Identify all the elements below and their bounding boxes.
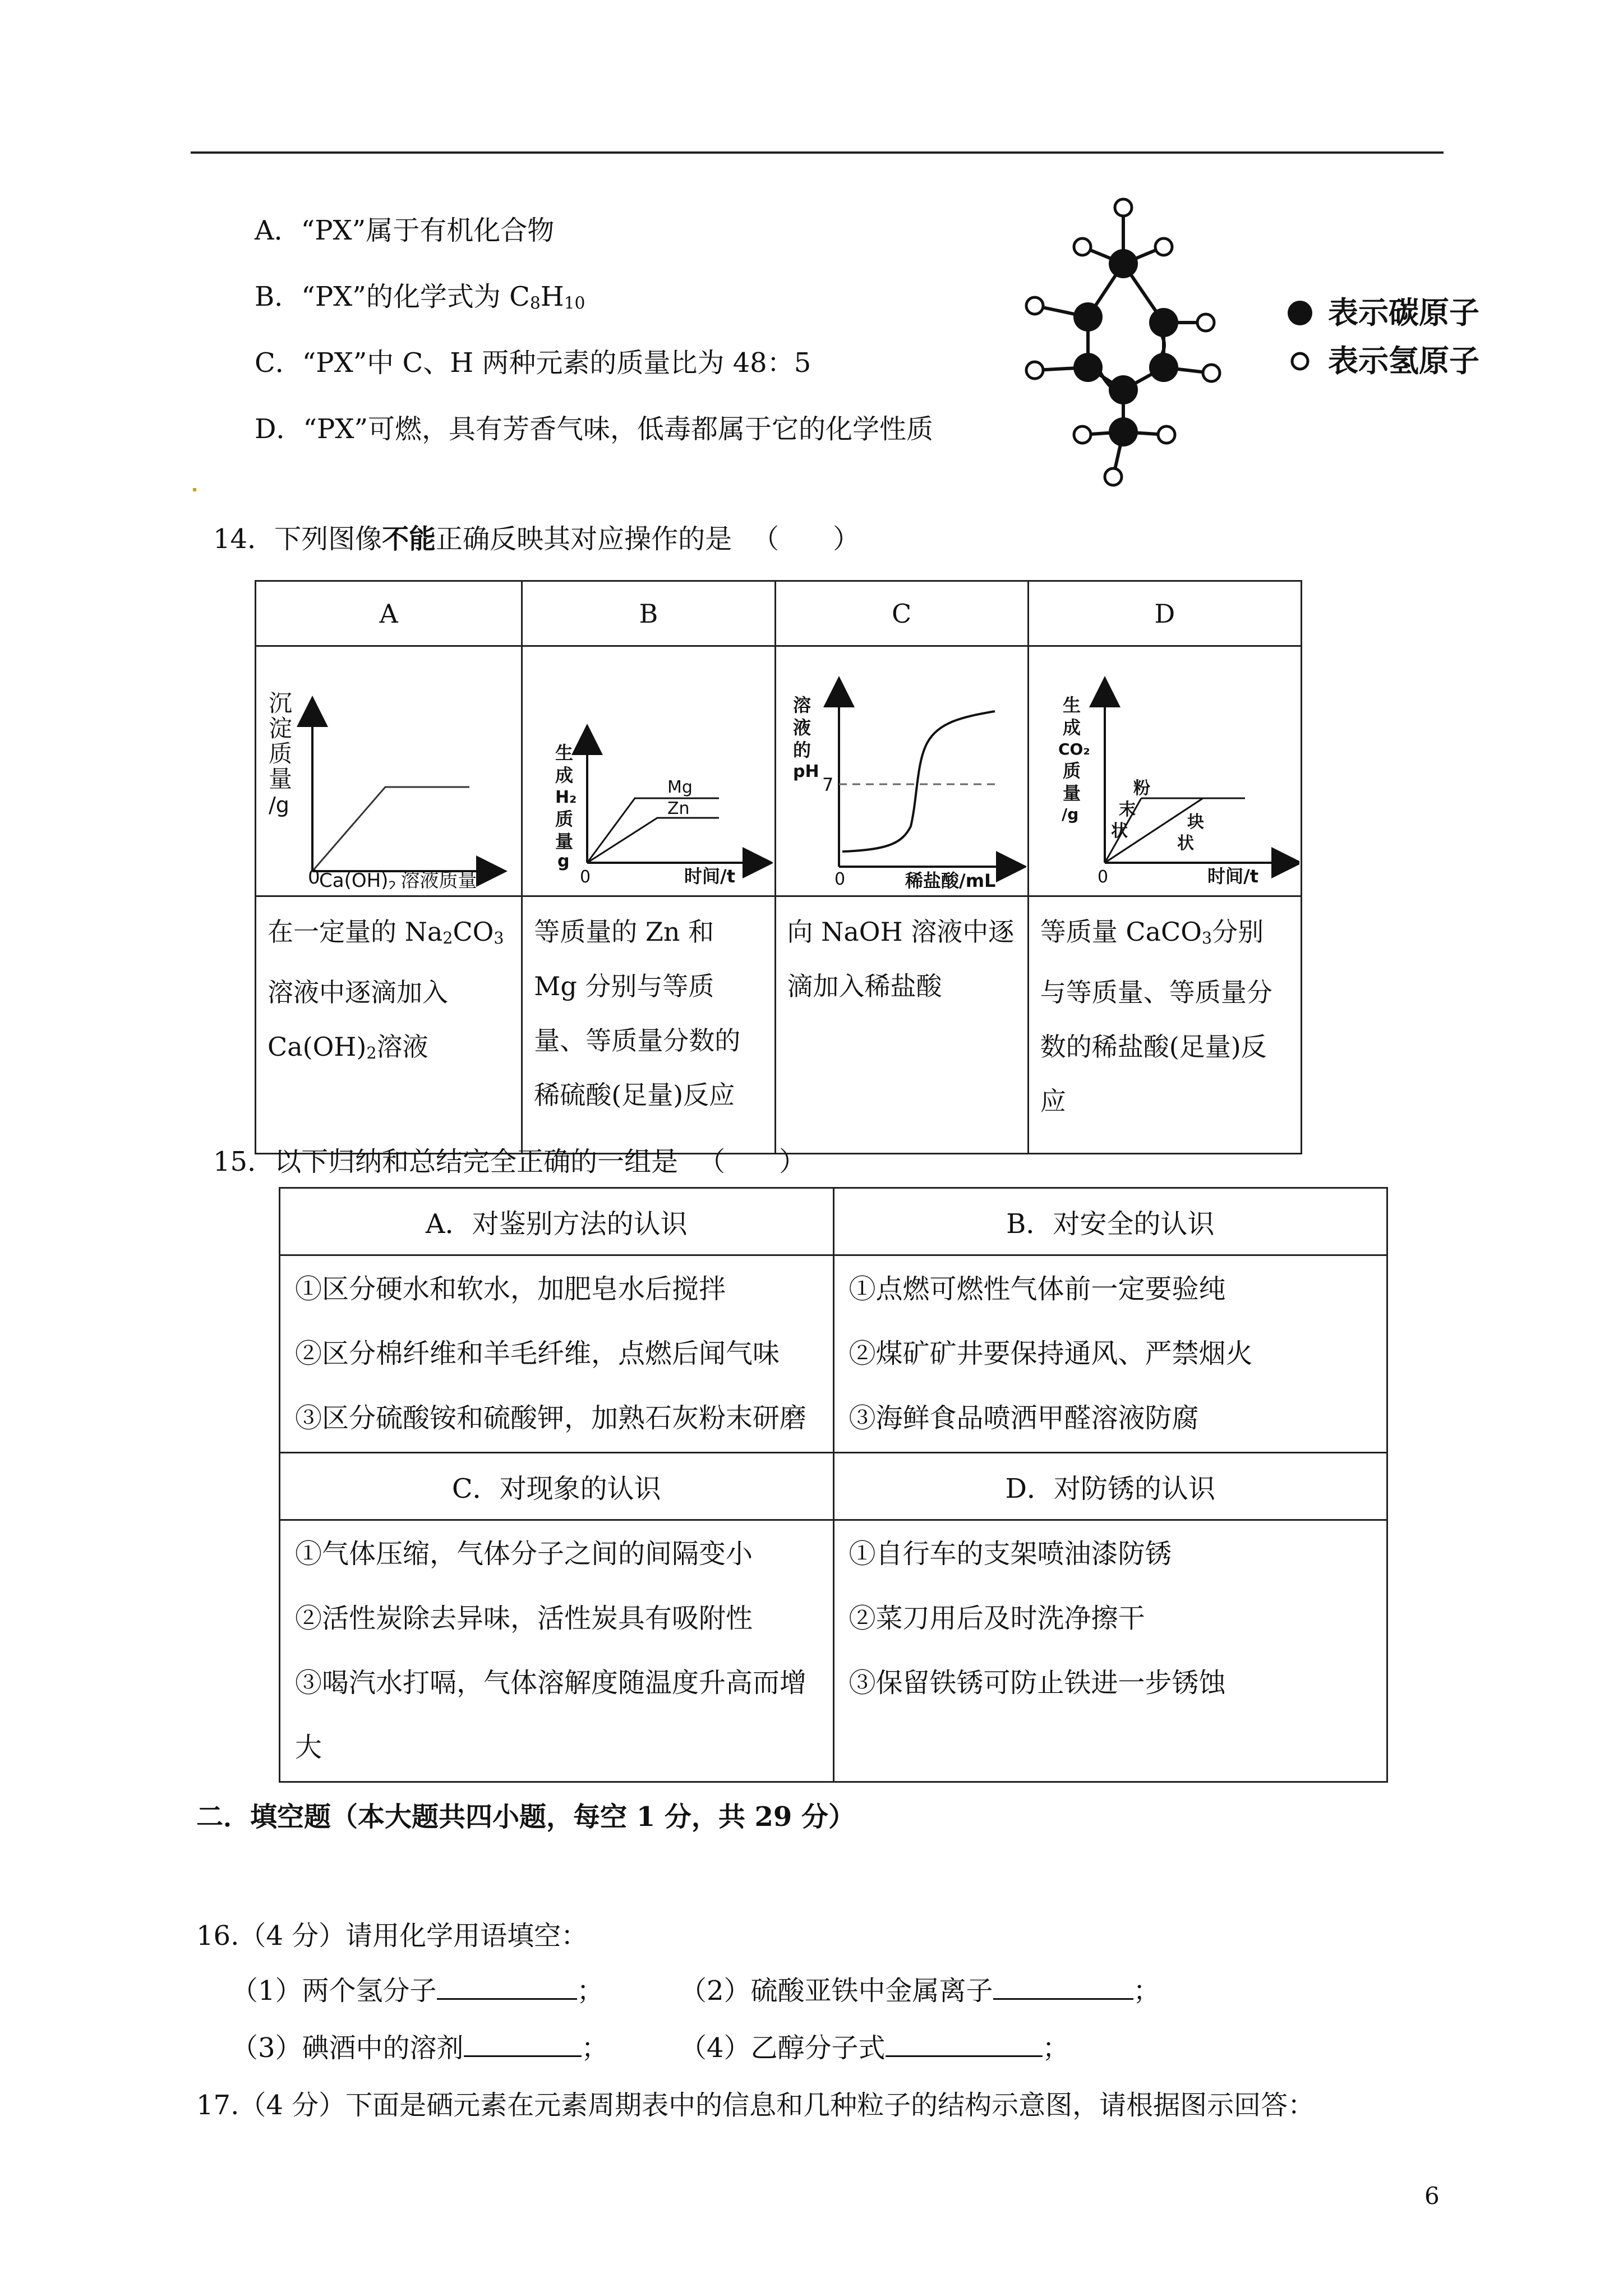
px-molecule-diagram: [1004, 185, 1525, 499]
header-rule: [191, 151, 1444, 154]
svg-text:沉: 沉: [269, 689, 293, 717]
answer-blank[interactable]: [886, 2033, 1043, 2057]
section-2-title: 二．填空题（本大题共四小题，每空 1 分，共 29 分）: [196, 1801, 856, 1833]
q14-table: [255, 580, 1302, 1154]
q17-stem: 17.（4 分）下面是硒元素在元素周期表中的信息和几种粒子的结构示意图，请根据图示回答：: [196, 2090, 1315, 2121]
svg-text:成: 成: [1062, 717, 1081, 738]
q14-col-c-header: C: [775, 581, 1028, 646]
svg-text:时间/t: 时间/t: [684, 866, 736, 887]
q16-item-3: （3）碘酒中的溶剂 ；: [231, 2032, 608, 2064]
svg-text:g: g: [557, 852, 570, 871]
svg-text:7: 7: [822, 774, 833, 795]
page-number: 6: [1424, 2182, 1440, 2210]
svg-text:0: 0: [308, 866, 320, 889]
q14-desc-b: 等质量的 Zn 和 Mg 分别与等质量、等质量分数的稀硫酸(足量)反应: [522, 896, 775, 1154]
legend-carbon-marker: [1288, 301, 1312, 325]
svg-text:量: 量: [269, 765, 293, 793]
hydrogen-atom: [1197, 314, 1214, 331]
legend-hydrogen-marker: [1292, 353, 1308, 369]
q16-stem: 16.（4 分）请用化学用语填空：: [196, 1920, 588, 1952]
svg-text:Ca(OH)2溶液质量: Ca(OH)2 溶液质量: [319, 869, 477, 889]
q15-cell-a-title: A．对鉴别方法的认识: [280, 1188, 834, 1255]
carbon-atom: [1149, 308, 1178, 337]
q14-col-b-header: B: [522, 581, 775, 646]
q14-col-d-header: D: [1028, 581, 1301, 646]
svg-text:0: 0: [834, 869, 845, 889]
q14-desc-d: 等质量 CaCO$_3$分别与等质量、等质量分数的稀盐酸(足量)反应: [1028, 896, 1301, 1154]
graph-b: [523, 647, 773, 889]
svg-text:0: 0: [580, 867, 591, 887]
q13-option-a: A．“PX”属于有机化合物: [255, 215, 555, 246]
svg-text:/g: /g: [269, 793, 289, 817]
hydrogen-atom: [1158, 426, 1175, 443]
svg-text:质: 质: [269, 740, 293, 767]
svg-text:粉: 粉: [1133, 779, 1150, 798]
hydrogen-atom: [1105, 468, 1122, 485]
q14-stem: 14．下列图像不能正确反映其对应操作的是 （ ）: [213, 523, 860, 555]
hydrogen-atom: [1026, 362, 1043, 379]
svg-text:pH: pH: [792, 762, 819, 781]
q16-item-1: （1）两个氢分子 ；: [231, 1975, 604, 2007]
svg-text:块: 块: [1187, 812, 1204, 832]
svg-text:Zn: Zn: [667, 799, 690, 818]
q15-cell-d-title: D．对防锈的认识: [833, 1453, 1387, 1520]
hydrogen-atom: [1074, 426, 1091, 443]
svg-text:时间/t: 时间/t: [1207, 866, 1258, 887]
graph-a: [256, 647, 520, 889]
hydrogen-atom: [1115, 199, 1132, 216]
svg-text:/g: /g: [1061, 805, 1079, 823]
svg-text:量: 量: [555, 831, 574, 852]
legend-carbon-label: 表示碳原子: [1328, 295, 1479, 330]
q13-option-c: C．“PX”中 C、H 两种元素的质量比为 48：5: [255, 347, 811, 379]
q13-option-b: B．“PX”的化学式为 $C_8H_{10}$: [255, 281, 585, 314]
q15-table: [279, 1187, 1388, 1783]
stray-mark: [193, 488, 196, 491]
legend-hydrogen-label: 表示氢原子: [1328, 343, 1479, 379]
q16-item-4: （4）乙醇分子式 ；: [680, 2032, 1069, 2064]
q15-cell-a-items: ①区分硬水和软水，加肥皂水后搅拌 ②区分棉纤维和羊毛纤维，点燃后闻气味 ③区分硫酸铵和硫酸钾，加熟石灰粉末研磨: [280, 1255, 834, 1453]
q13-option-d: D．“PX”可燃，具有芳香气味，低毒都属于它的化学性质: [255, 413, 934, 445]
carbon-atom: [1073, 353, 1103, 382]
svg-text:液: 液: [792, 717, 811, 738]
carbon-atom: [1073, 302, 1103, 332]
svg-text:末: 末: [1118, 800, 1136, 820]
q14-col-a-header: A: [256, 581, 522, 646]
svg-text:状: 状: [1110, 821, 1128, 841]
svg-text:成: 成: [555, 765, 574, 786]
answer-blank[interactable]: [993, 1976, 1133, 2000]
answer-blank[interactable]: [464, 2033, 582, 2057]
svg-text:生: 生: [1062, 694, 1081, 716]
graph-d: [1029, 647, 1299, 889]
svg-text:状: 状: [1177, 834, 1194, 853]
q15-cell-c-title: C．对现象的认识: [280, 1453, 834, 1520]
q15-cell-b-title: B．对安全的认识: [833, 1188, 1387, 1255]
q15-cell-b-items: ①点燃可燃性气体前一定要验纯 ②煤矿矿井要保持通风、严禁烟火 ③海鲜食品喷洒甲醛溶液防腐: [833, 1255, 1387, 1453]
svg-text:质: 质: [555, 808, 574, 830]
svg-text:溶: 溶: [792, 694, 811, 716]
svg-text:0: 0: [1097, 867, 1108, 887]
svg-text:H₂: H₂: [555, 788, 577, 807]
q15-cell-c-items: ①气体压缩，气体分子之间的间隔变小 ②活性炭除去异味，活性炭具有吸附性 ③喝汽水打嗝，气体溶解度随温度升高而增大: [280, 1520, 834, 1782]
answer-blank[interactable]: [437, 1976, 577, 2000]
svg-text:的: 的: [792, 739, 811, 761]
hydrogen-atom: [1074, 238, 1091, 255]
hydrogen-atom: [1203, 365, 1220, 381]
svg-text:Mg: Mg: [667, 777, 693, 797]
svg-text:淀: 淀: [269, 715, 293, 742]
svg-text:量: 量: [1062, 783, 1081, 804]
hydrogen-atom: [1155, 238, 1172, 255]
q15-cell-d-items: ①自行车的支架喷油漆防锈 ②菜刀用后及时洗净擦干 ③保留铁锈可防止铁进一步锈蚀: [833, 1520, 1387, 1782]
carbon-atom: [1149, 353, 1178, 382]
carbon-atom: [1109, 249, 1138, 278]
q14-desc-c: 向 NaOH 溶液中逐滴加入稀盐酸: [775, 896, 1028, 1154]
q14-desc-a: 在一定量的 $Na_2CO_3$溶液中逐滴加入 $Ca(OH)_2$溶液: [256, 896, 522, 1154]
svg-text:CO₂: CO₂: [1058, 740, 1090, 758]
carbon-atom: [1109, 375, 1138, 404]
carbon-atom: [1109, 417, 1138, 447]
svg-text:稀盐酸/mL: 稀盐酸/mL: [905, 870, 995, 889]
svg-text:生: 生: [555, 742, 574, 763]
q15-stem: 15．以下归纳和总结完全正确的一组是 （ ）: [213, 1146, 806, 1177]
graph-c: [776, 647, 1026, 889]
q16-item-2: （2）硫酸亚铁中金属离子 ；: [680, 1975, 1160, 2007]
hydrogen-atom: [1026, 297, 1043, 314]
svg-text:质: 质: [1062, 760, 1081, 781]
